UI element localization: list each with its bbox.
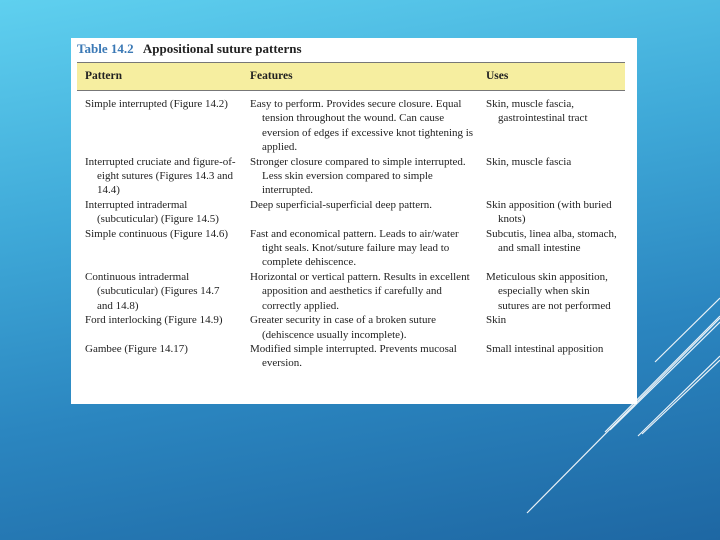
features-cell: Stronger closure compared to simple interrupted. Less skin eversion compared to simple interrupted. (250, 155, 466, 197)
features-cell: Deep superficial-superficial deep pattern. (250, 198, 433, 211)
header-row (77, 63, 625, 91)
table-sheet (71, 38, 637, 404)
table-row (77, 227, 625, 270)
uses-cell: Skin, muscle fascia, gastrointestinal tract (486, 98, 588, 125)
uses-cell: Skin (486, 314, 507, 327)
uses-cell: Skin apposition (with buried knots) (486, 198, 612, 226)
table-row (77, 91, 625, 155)
uses-cell: Small intestinal apposition (486, 342, 604, 355)
table-title: Appositional suture patterns (142, 41, 302, 56)
pattern-cell: Simple continuous (Figure 14.6) (85, 227, 228, 240)
table-number: Table 14.2 (77, 41, 134, 56)
features-cell: Greater security in case of a broken suture (dehiscence usually incomplete). (250, 314, 437, 341)
header-uses: Uses (478, 63, 625, 91)
features-cell: Horizontal or vertical pattern. Results in excellent apposition and aesthetics if carefully and correctly applied. (250, 270, 470, 312)
pattern-cell: Ford interlocking (Figure 14.9) (85, 314, 223, 327)
table-caption (77, 40, 625, 57)
table-row (77, 342, 625, 371)
features-cell: Modified simple interrupted. Prevents mucosal eversion. (250, 342, 457, 370)
table-body (77, 91, 625, 371)
pattern-cell: Simple interrupted (Figure 14.2) (85, 98, 228, 110)
table-row (77, 155, 625, 198)
features-cell: Easy to perform. Provides secure closure. Equal tension throughout the wound. Can cause eversion of edges if excessive knot tightening is applied. (250, 98, 474, 154)
pattern-cell: Interrupted cruciate and figure-of-eight sutures (Figures 14.3 and 14.4) (85, 155, 236, 197)
suture-patterns-table (77, 62, 625, 371)
uses-cell: Subcutis, linea alba, stomach, and small intestine (486, 227, 617, 255)
uses-cell: Skin, muscle fascia (486, 155, 572, 168)
table-row (77, 270, 625, 313)
header-pattern: Pattern (77, 63, 242, 91)
header-features: Features (242, 63, 478, 91)
table-row (77, 198, 625, 227)
pattern-cell: Interrupted intradermal (subcuticular) (Figure 14.5) (85, 198, 219, 226)
uses-cell: Meticulous skin apposition, especially when skin sutures are not performed (486, 270, 611, 312)
pattern-cell: Continuous intradermal (subcuticular) (Figures 14.7 and 14.8) (85, 270, 220, 312)
table-header (77, 63, 625, 91)
pattern-cell: Gambee (Figure 14.17) (85, 342, 188, 355)
table-row (77, 313, 625, 342)
features-cell: Fast and economical pattern. Leads to air/water tight seals. Knot/suture failure may lead to complete dehiscence. (250, 227, 459, 269)
